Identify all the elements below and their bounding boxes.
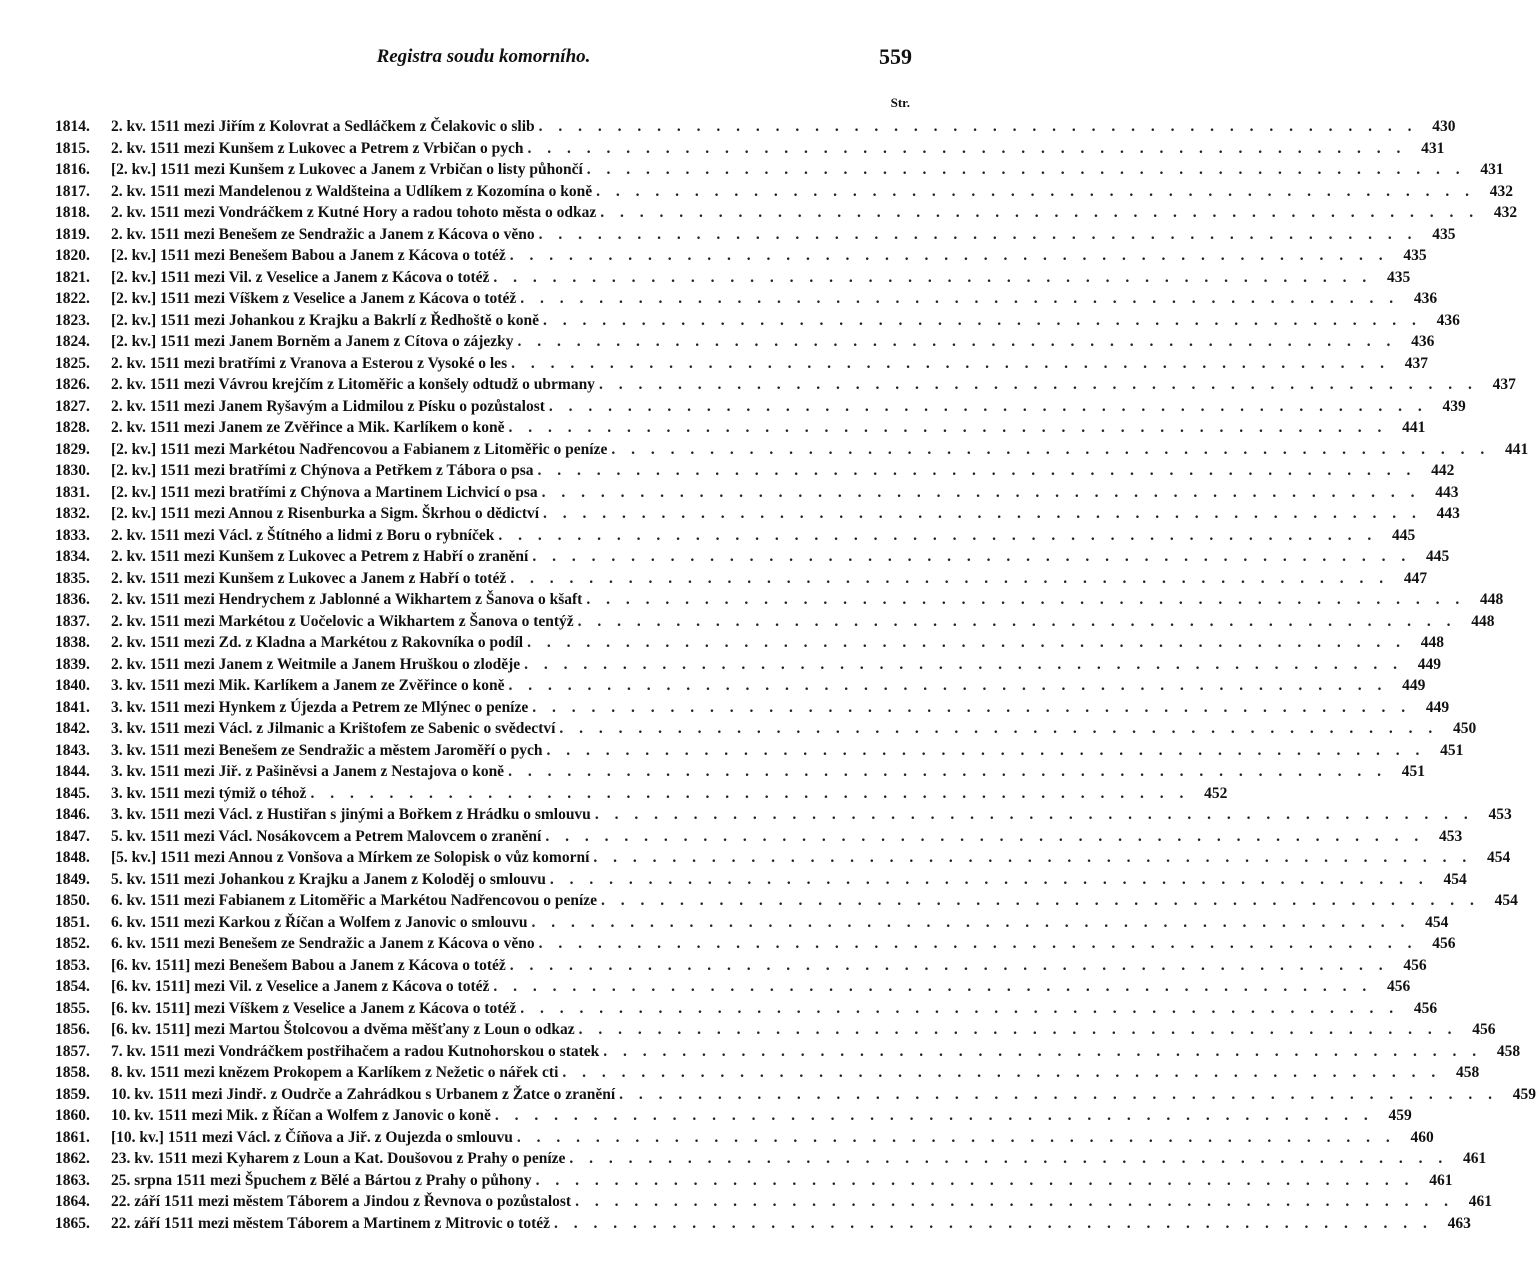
entry-page-reference: 458 — [1456, 1064, 1480, 1081]
register-entry — [55, 847, 1511, 869]
entry-description: 7. kv. 1511 mezi Vondráčkem postřihačem a radou Kutnohorskou o statek — [111, 1042, 600, 1060]
dot-leader — [528, 546, 1411, 568]
register-entry — [55, 546, 1450, 568]
entry-number: 1823. — [55, 311, 90, 329]
entry-page-reference: 432 — [1489, 182, 1513, 200]
entry-number: 1833. — [55, 526, 90, 544]
entry-number: 1857. — [55, 1042, 90, 1060]
dot-leader — [550, 1213, 1433, 1235]
dot-leader — [535, 224, 1418, 246]
entry-number: 1819. — [55, 225, 90, 243]
dot-leader — [597, 890, 1480, 912]
entry-description: 3. kv. 1511 mezi Václ. z Hustiřan s jinými a Bořkem z Hrádku o smlouvu — [111, 806, 591, 823]
dot-leader — [546, 869, 1429, 891]
entry-number: 1816. — [55, 161, 90, 178]
dot-leader — [506, 568, 1389, 590]
dot-leader — [528, 697, 1411, 719]
dot-leader — [583, 159, 1466, 181]
dot-leader — [555, 718, 1438, 740]
dot-leader — [539, 310, 1422, 332]
entry-page-reference: 445 — [1391, 526, 1416, 544]
entry-description: 2. kv. 1511 mezi Vávrou krejčím z Litoměřic a konšely odtudž o ubrmany — [111, 376, 595, 393]
entry-description: 2. kv. 1511 mezi Janem z Weitmile a Janem Hruškou o zloděje — [111, 655, 521, 673]
register-entry — [55, 568, 1428, 590]
register-entry — [55, 310, 1460, 332]
entry-number: 1865. — [55, 1214, 90, 1232]
register-entry — [55, 224, 1456, 246]
entry-page-reference: 461 — [1429, 1171, 1453, 1189]
entry-description: 8. kv. 1511 mezi knězem Prokopem a Karlíkem z Nežetic o nářek cti — [111, 1064, 559, 1081]
register-entry — [55, 1041, 1521, 1063]
entry-number: 1827. — [55, 397, 90, 415]
page-number: 559 — [879, 44, 912, 69]
entry-page-reference: 431 — [1421, 139, 1445, 157]
dot-leader — [523, 138, 1406, 160]
entry-description: 2. kv. 1511 mezi Václ. z Štítného a lidmi z Boru o rybníček — [111, 526, 495, 544]
entry-description: [5. kv.] 1511 mezi Annou z Vonšova a Mírkem ze Solopisk o vůz komorní — [111, 849, 590, 866]
entry-description: 2. kv. 1511 mezi Benešem ze Sendražic a Janem z Kácova o věno — [111, 225, 535, 243]
entry-page-reference: 437 — [1404, 354, 1428, 372]
entry-number: 1820. — [55, 247, 90, 264]
entry-page-reference: 439 — [1442, 397, 1466, 415]
entry-description: 3. kv. 1511 mezi Jiř. z Pašiněvsi a Janem z Nestajova o koně — [111, 763, 505, 780]
entry-page-reference: 453 — [1438, 827, 1463, 845]
dot-leader — [516, 288, 1399, 310]
entry-description: [2. kv.] 1511 mezi Janem Borněm a Janem z Cítova o zájezky — [111, 333, 514, 350]
register-entry — [55, 998, 1438, 1020]
entry-page-reference: 449 — [1417, 655, 1442, 673]
entry-description: 2. kv. 1511 mezi Hendrychem z Jablonné a Wikhartem z Šanova o kšaft — [111, 591, 583, 608]
entry-number: 1821. — [55, 268, 90, 286]
dot-leader — [504, 417, 1387, 439]
entry-number: 1856. — [55, 1021, 90, 1038]
entry-page-reference: 436 — [1413, 290, 1438, 307]
entry-number: 1828. — [55, 419, 90, 436]
entry-description: 3. kv. 1511 mezi Mik. Karlíkem a Janem ze Zvěřince o koně — [111, 677, 505, 694]
dot-leader — [591, 804, 1474, 826]
entry-number: 1847. — [55, 827, 90, 845]
entry-number: 1824. — [55, 333, 90, 350]
entry-number: 1846. — [55, 806, 90, 823]
entry-description: 2. kv. 1511 mezi Markétou z Uočelovic a Wikhartem z Šanova o tentýž — [111, 612, 574, 630]
register-entry — [55, 955, 1427, 977]
entry-number: 1825. — [55, 354, 90, 372]
register-entry — [55, 374, 1516, 396]
entry-page-reference: 435 — [1432, 225, 1456, 243]
register-entry — [55, 159, 1504, 181]
entry-description: 22. září 1511 mezi městem Táborem a Jindou z Řevnova o pozůstalost — [111, 1193, 572, 1210]
entry-description: 3. kv. 1511 mezi týmiž o téhož — [111, 784, 307, 802]
entry-number: 1839. — [55, 655, 90, 673]
entry-description: [2. kv.] 1511 mezi Vil. z Veselice a Janem z Kácova o totéž — [111, 268, 490, 286]
dot-leader — [558, 1062, 1441, 1084]
dot-leader — [532, 1170, 1415, 1192]
entry-page-reference: 456 — [1387, 978, 1411, 995]
entry-description: 2. kv. 1511 mezi bratřími z Vranova a Esterou z Vysoké o les — [111, 354, 508, 372]
entry-number: 1815. — [55, 139, 90, 157]
entry-description: 2. kv. 1511 mezi Janem ze Zvěřince a Mik. Karlíkem o koně — [111, 419, 505, 436]
register-entry — [55, 1170, 1453, 1192]
entry-number: 1836. — [55, 591, 90, 608]
entry-number: 1844. — [55, 763, 90, 780]
entry-description: 2. kv. 1511 mezi Jiřím z Kolovrat a Sedláčkem z Čelakovic o slib — [111, 118, 535, 135]
dot-leader — [520, 654, 1403, 676]
register-entry — [55, 1191, 1492, 1213]
dot-leader — [535, 933, 1418, 955]
entry-number: 1862. — [55, 1150, 90, 1167]
dot-leader — [514, 331, 1397, 353]
entry-description: [6. kv. 1511] mezi Benešem Babou a Janem z Kácova o totéž — [111, 956, 506, 974]
dot-leader — [306, 783, 1189, 805]
entry-description: [6. kv. 1511] mezi Martou Štolcovou a dvěma měšťany z Loun o odkaz — [111, 1021, 575, 1038]
register-entry — [55, 181, 1513, 203]
entry-description: 2. kv. 1511 mezi Kunšem z Lukovec a Petrem z Habří o zranění — [111, 548, 529, 565]
dot-leader — [595, 374, 1478, 396]
dot-leader — [533, 460, 1416, 482]
entry-page-reference: 441 — [1504, 440, 1529, 458]
entry-number: 1826. — [55, 376, 90, 393]
entry-description: 2. kv. 1511 mezi Vondráčkem z Kutné Hory a radou tohoto města o odkaz — [111, 204, 597, 221]
register-entry — [55, 933, 1456, 955]
entry-description: [2. kv.] 1511 mezi Johankou z Krajku a Bakrlí z Ředhoště o koně — [111, 311, 539, 329]
entry-description: 2. kv. 1511 mezi Mandelenou z Waldšteina a Udlíkem z Kozomína o koně — [111, 182, 593, 200]
entry-description: 3. kv. 1511 mezi Václ. z Jilmanic a Krištofem ze Sabenic o svědectví — [111, 720, 556, 737]
entry-description: 3. kv. 1511 mezi Hynkem z Újezda a Petrem ze Mlýnec o peníze — [111, 698, 529, 716]
entry-description: [2. kv.] 1511 mezi Benešem Babou a Janem z Kácova o totéž — [111, 247, 506, 264]
entry-description: 23. kv. 1511 mezi Kyharem z Loun a Kat. Doušovou z Prahy o peníze — [111, 1150, 566, 1167]
register-entry — [55, 138, 1445, 160]
register-entry — [55, 632, 1444, 654]
register-entry — [55, 1084, 1536, 1106]
entry-page-reference: 435 — [1387, 268, 1411, 286]
entry-description: 6. kv. 1511 mezi Fabianem z Litoměřic a Markétou Nadřencovou o peníze — [111, 892, 598, 909]
entry-number: 1834. — [55, 548, 90, 565]
entry-number: 1842. — [55, 720, 90, 737]
dot-leader — [491, 1105, 1374, 1127]
dot-leader — [504, 761, 1387, 783]
entry-description: [2. kv.] 1511 mezi Kunšem z Lukovec a Janem z Vrbičan o listy půhončí — [111, 161, 583, 178]
entry-page-reference: 456 — [1413, 999, 1438, 1017]
entry-number: 1817. — [55, 182, 90, 200]
dot-leader — [506, 245, 1389, 267]
dot-leader — [489, 267, 1372, 289]
entry-description: [2. kv.] 1511 mezi Markétou Nadřencovou a Fabianem z Litoměřic o peníze — [111, 440, 608, 458]
entry-number: 1859. — [55, 1085, 90, 1103]
dot-leader — [516, 998, 1399, 1020]
register-entry — [55, 740, 1464, 762]
dot-leader — [607, 439, 1490, 461]
entry-number: 1851. — [55, 913, 90, 931]
register-entry — [55, 1105, 1412, 1127]
register-entry — [55, 525, 1416, 547]
register-entry — [55, 869, 1467, 891]
register-entry — [55, 482, 1459, 504]
entry-description: [2. kv.] 1511 mezi bratřími z Chýnova a Martinem Lichvicí o psa — [111, 483, 538, 501]
entry-description: 2. kv. 1511 mezi Zd. z Kladna a Markétou z Rakovníka o podíl — [111, 634, 524, 651]
register-entry — [55, 353, 1428, 375]
dot-leader — [571, 1191, 1454, 1213]
entry-page-reference: 436 — [1436, 311, 1460, 329]
running-title: Registra soudu komorního. — [376, 46, 591, 67]
dot-leader — [565, 1148, 1448, 1170]
register-entry — [55, 202, 1518, 224]
entry-description: [2. kv.] 1511 mezi bratřími z Chýnova a Petřkem z Tábora o psa — [111, 462, 534, 479]
entry-description: 6. kv. 1511 mezi Karkou z Říčan a Wolfem z Janovic o smlouvu — [111, 913, 528, 931]
entry-page-reference: 454 — [1443, 870, 1467, 888]
entry-number: 1832. — [55, 505, 90, 522]
entry-description: 2. kv. 1511 mezi Kunšem z Lukovec a Janem z Habří o totéž — [111, 569, 507, 587]
entry-number: 1845. — [55, 784, 90, 802]
register-entry — [55, 1019, 1496, 1041]
register-entry — [55, 1148, 1487, 1170]
entry-description: 3. kv. 1511 mezi Benešem ze Sendražic a městem Jaroměří o pych — [111, 741, 543, 759]
register-entry — [55, 697, 1450, 719]
dot-leader — [574, 611, 1457, 633]
dot-leader — [542, 740, 1425, 762]
register-entry — [55, 396, 1466, 418]
entry-page-reference: 456 — [1403, 956, 1427, 974]
entry-page-reference: 435 — [1403, 247, 1427, 264]
register-entry — [55, 417, 1426, 439]
register-entry — [55, 288, 1438, 310]
entry-page-reference: 461 — [1463, 1150, 1487, 1167]
entry-page-reference: 451 — [1440, 741, 1464, 759]
entry-page-reference: 456 — [1432, 935, 1456, 952]
dot-leader — [538, 482, 1421, 504]
entry-number: 1863. — [55, 1171, 90, 1189]
dot-leader — [504, 675, 1387, 697]
entry-page-reference: 454 — [1487, 849, 1511, 866]
entry-number: 1854. — [55, 978, 90, 995]
entry-page-reference: 450 — [1453, 720, 1477, 737]
entry-page-reference: 460 — [1410, 1128, 1434, 1146]
entry-page-reference: 430 — [1432, 118, 1456, 135]
dot-leader — [599, 1041, 1482, 1063]
dot-leader — [494, 525, 1377, 547]
entry-page-reference: 449 — [1402, 677, 1426, 694]
entry-description: 22. září 1511 mezi městem Táborem a Martinem z Mitrovic o totéž — [111, 1214, 551, 1232]
entry-description: [6. kv. 1511] mezi Vil. z Veselice a Janem z Kácova o totéž — [111, 978, 490, 995]
entry-number: 1830. — [55, 462, 90, 479]
entry-number: 1858. — [55, 1064, 90, 1081]
entry-page-reference: 441 — [1402, 419, 1426, 436]
entry-description: [6. kv. 1511] mezi Víškem z Veselice a Janem z Kácova o totéž — [111, 999, 517, 1017]
register-entry — [55, 589, 1504, 611]
entry-number: 1864. — [55, 1193, 90, 1210]
entry-page-reference: 448 — [1420, 634, 1444, 651]
entry-number: 1835. — [55, 569, 90, 587]
register-entry — [55, 761, 1425, 783]
entry-description: 2. kv. 1511 mezi Janem Ryšavým a Lidmilou z Písku o pozůstalost — [111, 397, 545, 415]
entry-page-reference: 445 — [1425, 548, 1450, 565]
dot-leader — [523, 632, 1406, 654]
register-entry — [55, 1213, 1471, 1235]
register-entry — [55, 783, 1228, 805]
entry-page-reference: 448 — [1479, 591, 1504, 608]
entry-number: 1848. — [55, 849, 90, 866]
entry-number: 1838. — [55, 634, 90, 651]
entry-number: 1837. — [55, 612, 90, 630]
dot-leader — [596, 202, 1479, 224]
entry-page-reference: 447 — [1403, 569, 1428, 587]
dot-leader — [589, 847, 1472, 869]
register-entry — [55, 1127, 1434, 1149]
entry-number: 1841. — [55, 698, 90, 716]
entry-description: 6. kv. 1511 mezi Benešem ze Sendražic a Janem z Kácova o věno — [111, 935, 535, 952]
dot-leader — [513, 1127, 1396, 1149]
dot-leader — [535, 116, 1418, 138]
dot-leader — [539, 503, 1422, 525]
entry-page-reference: 454 — [1494, 892, 1518, 909]
entry-page-reference: 431 — [1480, 161, 1504, 178]
register-entry — [55, 976, 1411, 998]
register-entry — [55, 804, 1512, 826]
entry-description: [2. kv.] 1511 mezi Annou z Risenburka a Sigm. Škrhou o dědictví — [111, 505, 540, 522]
entry-number: 1850. — [55, 892, 90, 909]
entry-number: 1849. — [55, 870, 90, 888]
entry-description: 10. kv. 1511 mezi Jindř. z Oudrče a Zahrádkou s Urbanem z Žatce o zranění — [111, 1085, 616, 1103]
register-entry — [55, 675, 1426, 697]
entry-description: [10. kv.] 1511 mezi Václ. z Číňova a Jiř. z Oujezda o smlouvu — [111, 1128, 513, 1146]
register-entry — [55, 826, 1463, 848]
entry-page-reference: 443 — [1435, 483, 1459, 501]
entry-page-reference: 442 — [1431, 462, 1455, 479]
entry-page-reference: 436 — [1411, 333, 1435, 350]
entry-description: 2. kv. 1511 mezi Kunšem z Lukovec a Petrem z Vrbičan o pych — [111, 139, 524, 157]
entry-number: 1855. — [55, 999, 90, 1017]
register-entry — [55, 611, 1495, 633]
entry-page-reference: 459 — [1388, 1107, 1412, 1124]
entry-number: 1853. — [55, 956, 90, 974]
register-entry-list — [55, 116, 1536, 1234]
entry-page-reference: 461 — [1468, 1193, 1492, 1210]
dot-leader — [541, 826, 1424, 848]
entry-description: 5. kv. 1511 mezi Johankou z Krajku a Janem z Koloděj o smlouvu — [111, 870, 546, 888]
dot-leader — [615, 1084, 1498, 1106]
dot-leader — [528, 912, 1411, 934]
entry-number: 1840. — [55, 677, 90, 694]
register-entry — [55, 890, 1518, 912]
register-entry — [55, 912, 1449, 934]
register-entry — [55, 267, 1411, 289]
entry-number: 1860. — [55, 1107, 90, 1124]
dot-leader — [582, 589, 1465, 611]
register-entry — [55, 245, 1427, 267]
dot-leader — [489, 976, 1372, 998]
entry-page-reference: 449 — [1425, 698, 1450, 716]
entry-number: 1831. — [55, 483, 90, 501]
dot-leader — [575, 1019, 1458, 1041]
entry-number: 1829. — [55, 440, 90, 458]
entry-page-reference: 459 — [1512, 1085, 1536, 1103]
dot-leader — [545, 396, 1428, 418]
entry-page-reference: 454 — [1425, 913, 1449, 931]
entry-page-reference: 453 — [1488, 806, 1512, 823]
page-column-label: Str. — [890, 95, 910, 110]
dot-leader — [506, 955, 1389, 977]
entry-page-reference: 463 — [1447, 1214, 1471, 1232]
entry-page-reference: 452 — [1204, 784, 1228, 802]
entry-page-reference: 448 — [1471, 612, 1495, 630]
page-header — [55, 42, 912, 76]
entry-number: 1861. — [55, 1128, 90, 1146]
entry-page-reference: 432 — [1493, 204, 1518, 221]
entry-number: 1843. — [55, 741, 90, 759]
register-entry — [55, 718, 1477, 740]
dot-leader — [507, 353, 1390, 375]
entry-description: 25. srpna 1511 mezi Špuchem z Bělé a Bártou z Prahy o půhony — [111, 1171, 532, 1189]
dot-leader — [592, 181, 1475, 203]
register-entry — [55, 503, 1460, 525]
register-entry — [55, 439, 1529, 461]
entry-description: [2. kv.] 1511 mezi Víškem z Veselice a Janem z Kácova o totéž — [111, 290, 517, 307]
register-entry — [55, 331, 1435, 353]
entry-page-reference: 443 — [1436, 505, 1460, 522]
register-entry — [55, 654, 1442, 676]
entry-number: 1852. — [55, 935, 90, 952]
entry-number: 1818. — [55, 204, 90, 221]
entry-page-reference: 456 — [1472, 1021, 1496, 1038]
register-entry — [55, 460, 1455, 482]
register-entry — [55, 116, 1456, 138]
register-entry — [55, 1062, 1480, 1084]
entry-page-reference: 437 — [1492, 376, 1516, 393]
entry-description: 5. kv. 1511 mezi Václ. Nosákovcem a Petrem Malovcem o zranění — [111, 827, 542, 845]
entry-page-reference: 458 — [1496, 1042, 1521, 1060]
entry-number: 1822. — [55, 290, 90, 307]
entry-number: 1814. — [55, 118, 90, 135]
entry-description: 10. kv. 1511 mezi Mik. z Říčan a Wolfem z Janovic o koně — [111, 1107, 491, 1124]
entry-page-reference: 451 — [1401, 763, 1425, 780]
